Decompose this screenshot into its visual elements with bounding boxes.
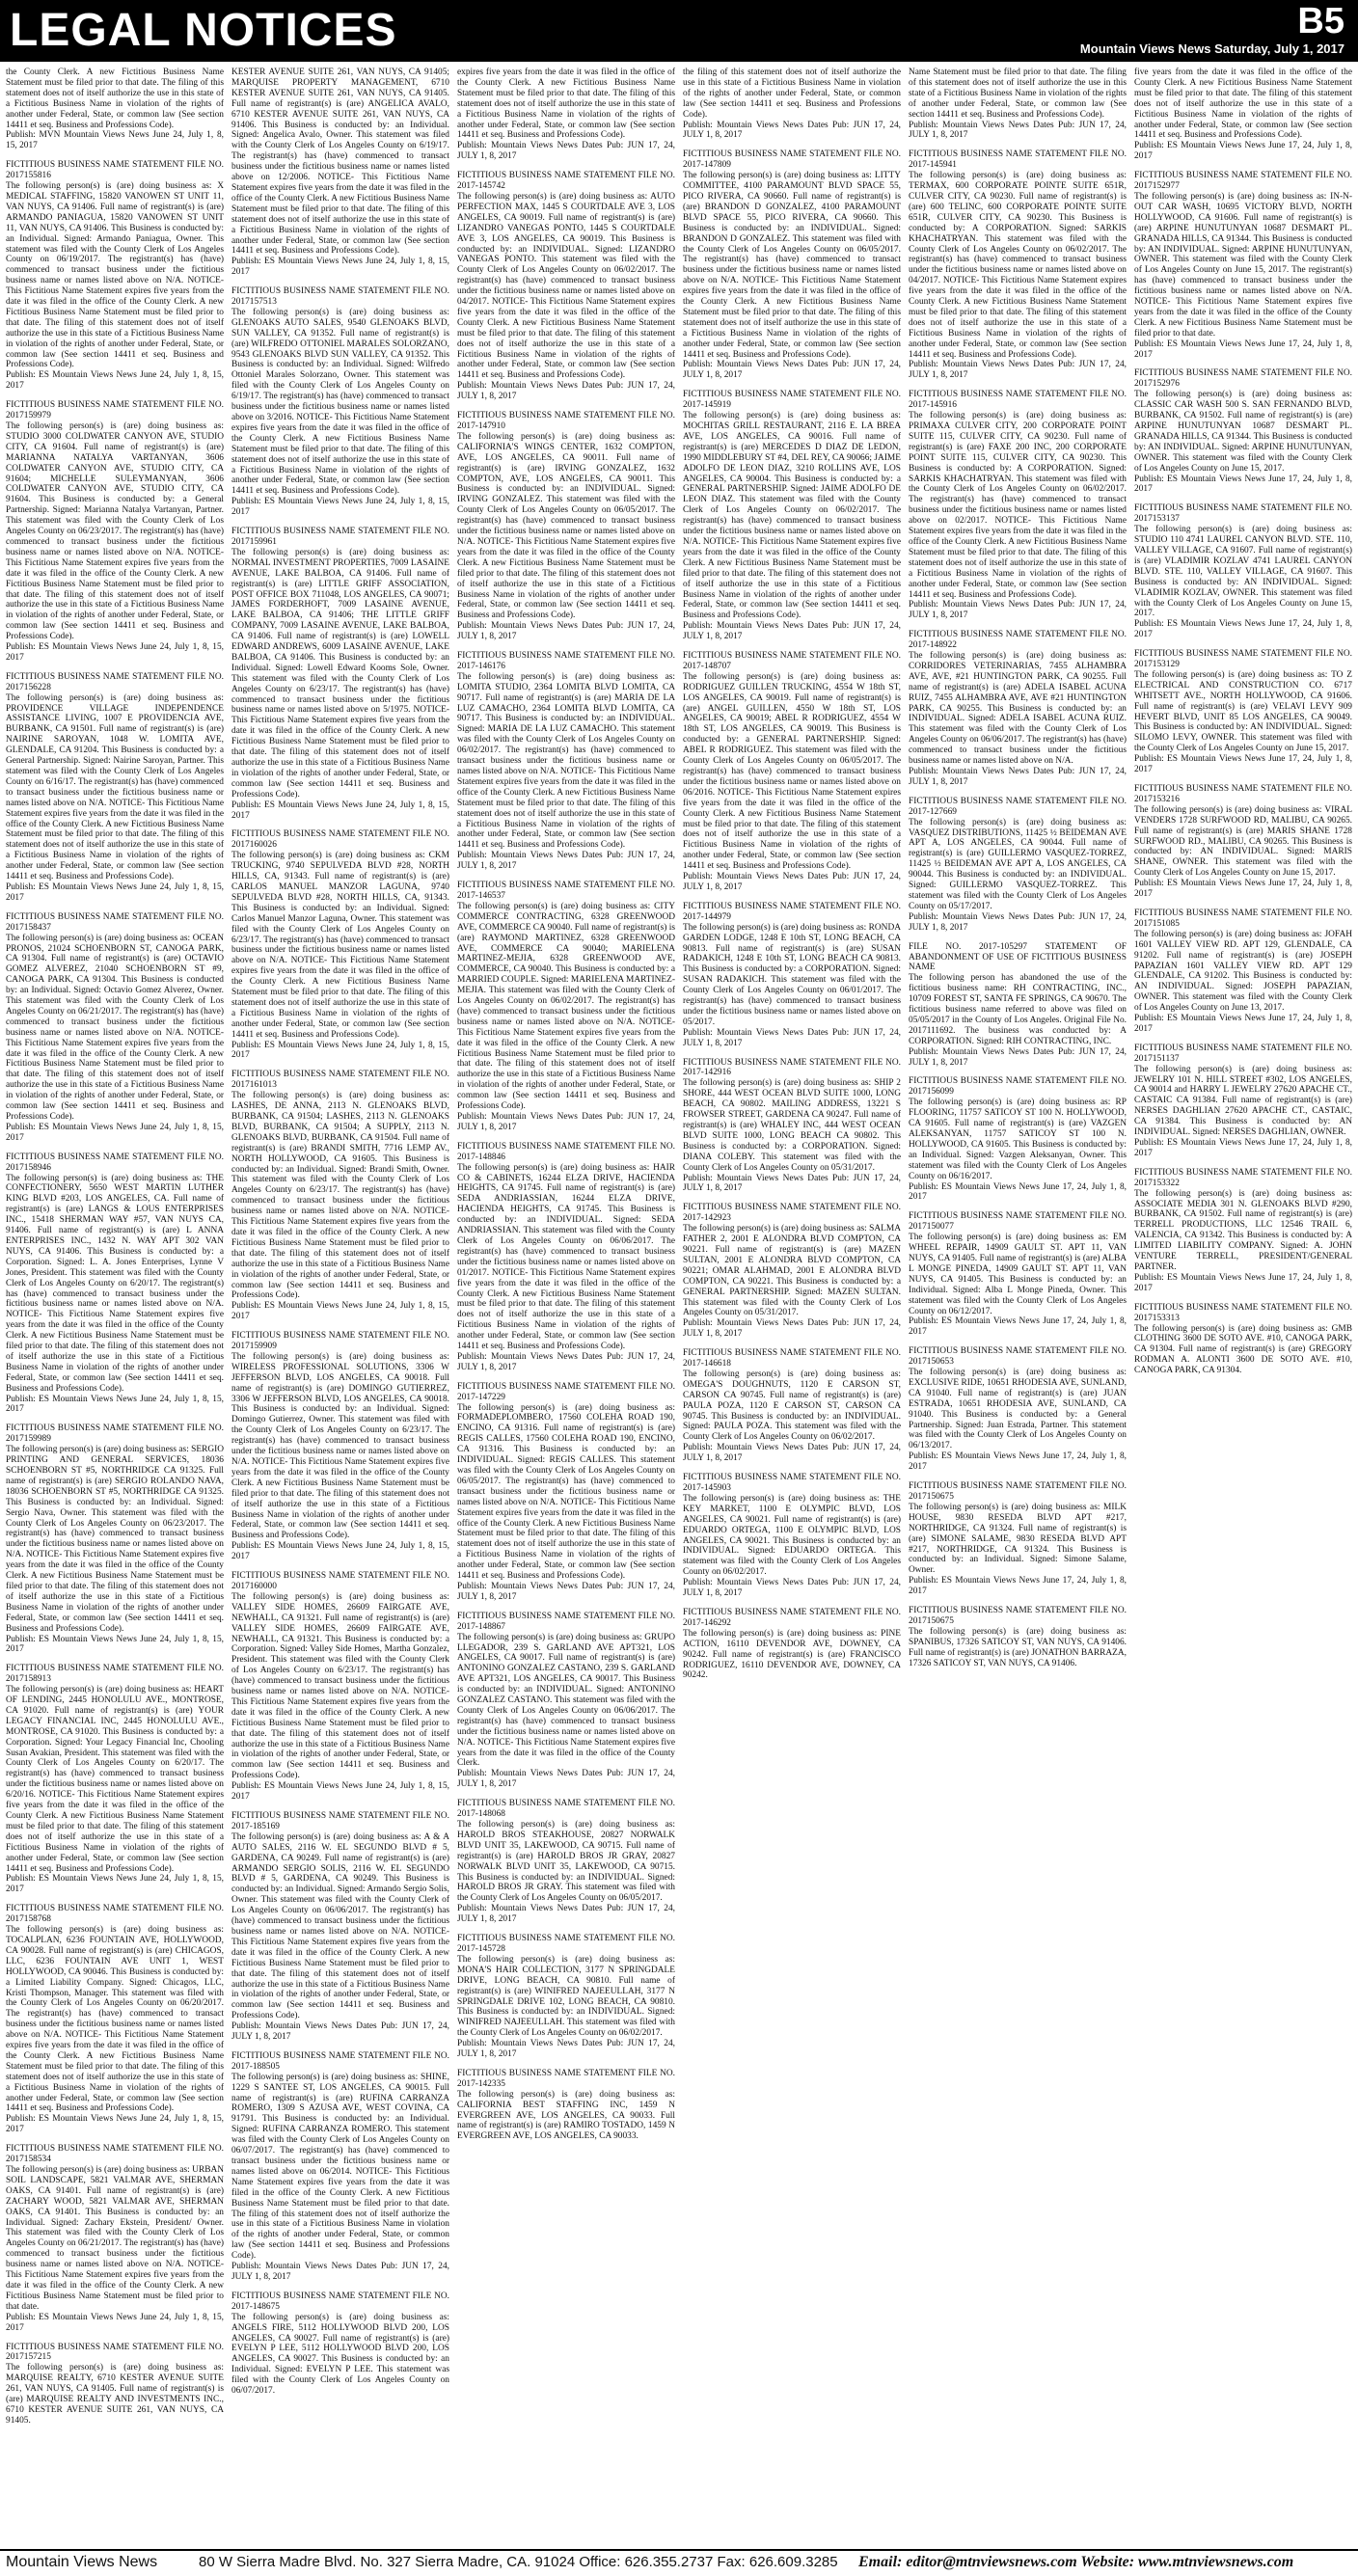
masthead-date: Mountain Views News Saturday, July 1, 2017 (1079, 41, 1344, 56)
legal-notice (909, 1346, 1127, 1473)
notice-body: The following person(s) is (are) doing business as: LOMITA STUDIO, 2364 LOMITA BLVD LOMITA, CA 90717. Full name of registrant(s) is (are) MARIA DE LA LUZ CAMACHO, 2364 LOMITA BLVD LOMITA, CA 90717. This Business is conducted by: an INDIVIDUAL. Signed: MARIA DE LA LUZ CAMACHO. This statement was filed with the County Clerk of Los Angeles County on 06/02/2017. The registrant(s) has (have) commenced to transact business under the fictitious business name or names listed above on N/A. NOTICE- This Fictitious Name Statement expires five years from the date it was filed in the office of the County Clerk. A new Fictitious Business Name Statement must be filed prior to that date. The filing of this statement does not of itself authorize the use in this state of a Fictitious Business Name in violation of the rights of another under Federal, State, or common law (See section 14411 et seq. Business and Professions Code). (457, 671, 675, 851)
notice-pub: Publish: ES Mountain Views News June 17, 24, July 1, 8, 2017 (1134, 754, 1352, 775)
legal-notice (1134, 908, 1352, 1035)
notice-pub: Publish: ES Mountain Views News June 17, 24, July 1, 8, 2017 (1134, 141, 1352, 162)
notice-body: The following person(s) is (are) doing business as: MONA'S HAIR COLLECTION, 3177 N SPRINGDALE DRIVE, LONG BEACH, CA 90810. Full name of registrant(s) is (are) WINIFRED NAJEEULLAH, 3177 N SPRINGDALE DRIVE 102, LONG BEACH, CA 90810. This Business is conducted by: an INDIVIDUAL. Signed: WINIFRED NAJEEULLAH. This statement was filed with the County Clerk of Los Angeles County on 06/02/2017. (457, 1954, 675, 2039)
legal-notice (6, 2144, 224, 2333)
notice-head: FICTITIOUS BUSINESS NAME STATEMENT FILE NO. 2017-147910 (457, 411, 675, 431)
notice-body: The following person(s) is (are) doing business as: RONDA GARDEN LODGE, 1248 E 10th ST, LONG BEACH, CA 90813. Full name of registrant(s) is (are) SUSAN RADAKICH, 1248 E 10th ST, LONG BEACH CA 90813. This Business is conducted by: a CORPORATION. Signed: SUSAN RADAKICH. This statement was filed with the County Clerk of Los Angeles County on 06/01/2017. The registrant(s) has (have) commenced to transact business under the fictitious business name or names listed above on 05/2017. (683, 922, 901, 1027)
legal-notice (909, 1076, 1127, 1203)
legal-notice (1134, 68, 1352, 162)
notice-head: FICTITIOUS BUSINESS NAME STATEMENT FILE NO. 2017-145919 (683, 390, 901, 411)
legal-notice (231, 2051, 449, 2283)
notice-body: The following person(s) is (are) doing business as: PINE ACTION, 16110 DEVENDOR AVE, DOWNEY, CA 90242. Full name of registrant(s) is (are) FRANCISCO RODRIGUEZ, 16110 DEVENDOR AVE, DOWNEY, CA 90242. (683, 1628, 901, 1681)
legal-notice (683, 1203, 901, 1340)
notice-body: The following person(s) is (are) doing business as: CITY COMMERCE CONTRACTING, 6328 GREENWOOD AVE, COMMERCE CA 90040. Full name of registrant(s) is (are) RAYMOND MARTINEZ, 6328 GREENWOOD AVE, COMMERCE CA 90040; MARIELENA MARTINEZ-MEJIA, 6328 GREENWOOD AVE, COMMERCE, CA 90040. This Business is conducted by: a MARRIED COUPLE. Signed: MARIELENA MARTINEZ-MEJIA. This statement was filed with the County Clerk of Los Angeles County on 06/02/2017. The registrant(s) has (have) commenced to transact business under the fictitious business name or names listed above on N/A. NOTICE- This Fictitious Name Statement expires five years from the date it was filed in the office of the County Clerk. A new Fictitious Business Name Statement must be filed prior to that date. The filing of this statement does not of itself authorize the use in this state of a Fictitious Business Name in violation of the rights of another under Federal, State, or common law (See section 14411 et seq. Business and Professions Code). (457, 901, 675, 1112)
notice-head: FICTITIOUS BUSINESS NAME STATEMENT FILE NO. 2017158534 (6, 2144, 224, 2165)
notice-pub: Publish: ES Mountain Views News June 17, 24, July 1, 8, 2017 (909, 1576, 1127, 1597)
notice-body: The following person(s) is (are) doing business as: CALIFORNIA'S WINGS CENTER, 1632 COMPTON, AVE, LOS ANGELES, CA 90011. Full name of registrant(s) is (are) IRVING GONZALEZ, 1632 COMPTON, AVE, LOS ANGELES, CA 90011. This Business is conducted by: an INDIVIDUAL. Signed: IRVING GONZALEZ. This statement was filed with the County Clerk of Los Angeles County on 06/05/2017. The registrant(s) has (have) commenced to transact business under the fictitious business name or names listed above on N/A. NOTICE- This Fictitious Name Statement expires five years from the date it was filed in the office of the County Clerk. A new Fictitious Business Name Statement must be filed prior to that date. The filing of this statement does not of itself authorize the use in this state of a Fictitious Business Name in violation of the rights of another under Federal, State, or common law (See section 14411 et seq. Business and Professions Code). (457, 431, 675, 621)
legal-notice (1134, 368, 1352, 495)
page-header (0, 0, 1358, 62)
legal-notice (909, 1481, 1127, 1597)
legal-notice (457, 1934, 675, 2060)
notice-body: The following person(s) is (are) doing business as: MOCHITAS GRILL RESTAURANT, 2116 E. LA BREA AVE, LOS ANGELES, CA 90016. Full name of registrant(s) is (are) MERCEDES D DIAZ DE LEDON, 1990 MIDDLEBURY ST #4, DEL REY, CA 90066; JAIME ADOLFO DE LEON DIAZ, 3210 ROLLINS AVE, LOS ANGELES, CA 90004. This Business is conducted by: a GENERAL PARTNERSHIP. Signed: JAIME ADOLFO DE LEON DIAZ. This statement was filed with the County Clerk of Los Angeles County on 06/02/2017. The registrant(s) has (have) commenced to transact business under the fictitious business name or names listed above on N/A. NOTICE- This Fictitious Name Statement expires five years from the date it was filed in the office of the County Clerk. A new Fictitious Business Name Statement must be filed prior to that date. The filing of this statement does not of itself authorize the use in this state of a Fictitious Business Name in violation of the rights of another under Federal, State, or common law (See section 14411 et seq. Business and Professions Code). (683, 411, 901, 621)
notice-pub: Publish: Mountain Views News Dates Pub: JUN 17, 24, JULY 1, 8, 2017 (683, 1443, 901, 1464)
legal-notice (683, 68, 901, 141)
notice-head: FICTITIOUS BUSINESS NAME STATEMENT FILE NO. 2017157215 (6, 2342, 224, 2363)
notice-pub: Publish: ES Mountain Views News June 24, July 1, 8, 15, 2017 (6, 1394, 224, 1415)
notice-body: The following person(s) is (are) doing business as: THE CONFECTIONERY, 5650 WEST MARTIN LUTHER KING BLVD #203, LOS ANGELES, CA. Full name of registrant(s) is (are) LANGS & LOUS ENTERPRISES INC., 15418 SHERMAN WAY #57, VAN NUYS CA, 91406. Full name of registrant(s) is (are) L ANNA ENTERPRISES INC., 1432 N. WAY APT 302 VAN NUYS, CA 91406. This Business is conducted by: a Corporation. Signed: L. A. Jones Enterprises, Lynne V Jones, President. This statement was filed with the County Clerk of Los Angeles County on 6/20/17. The registrant(s) has (have) commenced to transact business under the fictitious business name or names listed above on N/A. NOTICE- This Fictitious Name Statement expires five years from the date it was filed in the office of the County Clerk. A new Fictitious Business Name Statement must be filed prior to that date. The filing of this statement does not of itself authorize the use in this state of a Fictitious Business Name in violation of the rights of another under Federal, State, or common law (See section 14411 et seq. Business and Professions Code). (6, 1173, 224, 1394)
notice-body: The following person(s) is (are) doing business as: URBAN SOIL LANDSCAPE, 5821 VALMAR AVE, SHERMAN OAKS, CA 91401. Full name of registrant(s) is (are) ZACHARY WOOD, 5821 VALMAR AVE, SHERMAN OAKS, CA 91401. This Business is conducted by: an Individual. Signed: Zachary Ekstein, President/ Owner. This statement was filed with the County Clerk of Los Angeles County on 06/21/2017. The registrant(s) has (have) commenced to transact business under the fictitious business name or names listed above on N/A. NOTICE- This Fictitious Name Statement expires five years from the date it was filed in the office of the County Clerk. A new Fictitious Business Name Statement must be filed prior to that date. (6, 2165, 224, 2312)
notice-pub: Publish: ES Mountain Views News June 17, 24, July 1, 8, 2017 (909, 1181, 1127, 1203)
notice-pub: Publish: Mountain Views News Dates Pub: JUN 17, 24, JULY 1, 8, 2017 (909, 911, 1127, 933)
notice-head: FICTITIOUS BUSINESS NAME STATEMENT FILE NO. 2017150675 (909, 1606, 1127, 1626)
legal-notice (457, 651, 675, 872)
notice-head: FICTITIOUS BUSINESS NAME STATEMENT FILE NO. 2017-145742 (457, 171, 675, 192)
notice-pub: Publish: ES Mountain Views News June 24, July 1, 8, 15, 2017 (6, 2312, 224, 2333)
notice-head: FICTITIOUS BUSINESS NAME STATEMENT FILE NO. 2017-142916 (683, 1057, 901, 1078)
notice-body: The following person(s) is (are) doing business as: VASQUEZ DISTRIBUTIONS, 11425 ½ BEIDEMAN AVE APT A, LOS ANGELES, CA 90044. Full name of registrant(s) is (are) GUILLERMO VASQUEZ-TORREZ, 11425 ½ BEIDEMAN AVE APT A, LOS ANGELES, CA 90044. This Business is conducted by: an INDIVIDUAL. Signed: GUILLERMO VASQUEZ-TORREZ. This statement was filed with the County Clerk of Los Angeles County on 05/17/2017. (909, 817, 1127, 911)
legal-notice (457, 68, 675, 162)
notice-columns (6, 68, 1352, 2546)
legal-notice (1134, 784, 1352, 900)
notice-body: The following person(s) is (are) doing business as: VALLEY SIDE HOMES, 26609 FAIRGATE AVE, NEWHALL, CA 91321. Full name of registrant(s) is (are) VALLEY SIDE HOMES, 26609 FAIRGATE AVE, NEWHALL, CA 91321. This Business is conducted by: a Corporation. Signed: Valley Side Homes, Martha Gonzalez, President. This statement was filed with the County Clerk of Los Angeles County on 6/23/17. The registrant(s) has (have) commenced to transact business under the fictitious business name or names listed above on N/A. NOTICE- This Fictitious Name Statement expires five years from the date it was filed in the office of the County Clerk. A new Fictitious Business Name Statement must be filed prior to that date. The filing of this statement does not of itself authorize the use in this state of a Fictitious Business Name in violation of the rights of another under Federal, State, or common law (See section 14411 et seq. Business and Professions Code). (231, 1591, 449, 1781)
legal-notice (231, 286, 449, 518)
legal-notice (1134, 1168, 1352, 1294)
notice-column (909, 68, 1127, 2546)
notice-head: FICTITIOUS BUSINESS NAME STATEMENT FILE NO. 2017158946 (6, 1152, 224, 1173)
legal-notice (457, 411, 675, 642)
notice-body: The following person(s) is (are) doing business as: FORMADEPLOMBERO, 17560 COLEHA ROAD 190, ENCINO, CA 91316. Full name of registrant(s) is (are) REGIS CALLES, 17560 COLEHA ROAD 190, ENCINO, CA 91316. This Business is conducted by: an INDIVIDUAL. Signed: REGIS CALLES. This statement was filed with the County Clerk of Los Angeles County on 06/05/2017. The registrant(s) has (have) commenced to transact business under the fictitious business name or names listed above on N/A. NOTICE- This Fictitious Name Statement expires five years from the date it was filed in the office of the County Clerk. A new Fictitious Business Name Statement must be filed prior to that date. The filing of this statement does not of itself authorize the use in this state of a Fictitious Business Name in violation of the rights of another under Federal, State, or common law (See section 14411 et seq. Business and Professions Code). (457, 1402, 675, 1582)
legal-notice (457, 1382, 675, 1603)
notice-pub: Publish: Mountain Views News Dates Pub: JUN 17, 24, JULY 1, 8, 2017 (457, 1351, 675, 1372)
notice-head: FICTITIOUS BUSINESS NAME STATEMENT FILE NO. 2017156099 (909, 1076, 1127, 1098)
notice-body: The following person(s) is (are) doing business as: ASSOCIATE MEDIA 301 N. GLENOAKS BLVD #290, BURBANK, CA 91502. Full name of registrant(s) is (are) TERRELL PRODUCTIONS, LLC 12546 TRAIL 6, VALENCIA, CA 91342. This Business is conducted by: A LIMITED LIABILITY COMPANY. Signed: A. JOHN VENTURE TERRELL, PRESIDENT/GENERAL PARTNER. (1134, 1188, 1352, 1272)
notice-head: FICTITIOUS BUSINESS NAME STATEMENT FILE NO. 2017-148867 (457, 1611, 675, 1632)
legal-notice (6, 1152, 224, 1416)
legal-notice (231, 527, 449, 821)
notice-pub: Publish: Mountain Views News Dates Pub: JUN 17, 24, JULY 1, 8, 2017 (231, 2262, 449, 2282)
notice-pub: Publish: Mountain Views News Dates Pub: JUN 17, 24, JULY 1, 8, 2017 (683, 360, 901, 381)
notice-head: FICTITIOUS BUSINESS NAME STATEMENT FILE NO. 2017-148068 (457, 1799, 675, 1820)
notice-body: The following person(s) is (are) doing business as: THE KEY MARKET, 1100 E OLYMPIC BLVD, LOS ANGELES, CA 90021. Full name of registrant(s) is (are) EDUARDO ORTEGA, 1100 E OLYMPIC BLVD, LOS ANGELES, CA 90021. This Business is conducted by: an INDIVIDUAL. Signed: EDUARDO ORTEGA. This statement was filed with the County Clerk of Los Angeles County on 06/02/2017. (683, 1493, 901, 1578)
legal-notice (6, 160, 224, 392)
notice-body: The following person(s) is (are) doing business as: IN-N-OUT CAR WASH, 10695 VICTORY BLVD, NORTH HOLLYWOOD, CA 91606. Full name of registrant(s) is (are) ARPINE HUNUTUNYAN 10687 DESMART PL. GRANADA HILLS, CA 91344. This Business is conducted by: AN INDIVIDUAL. Signed: ARPINE HUNUTUNYAN, OWNER. This statement was filed with the County Clerk of Los Angeles County on June 15, 2017. The registrant(s) has (have) commenced to transact business under the fictitious business name or names listed above on N/A. NOTICE- This Fictitious Name Statement expires five years from the date it was filed in the office of the County Clerk. A new Fictitious Business Name Statement must be filed prior to that date. (1134, 191, 1352, 339)
footer-address: 80 W Sierra Madre Blvd. No. 327 Sierra Madre, CA. 91024 Office: 626.355.2737 Fax: 626.609.3285 (199, 2554, 838, 2570)
legal-notice (1134, 171, 1352, 360)
notice-pub: Publish: ES Mountain Views News June 17, 24, July 1, 8, 2017 (1134, 1272, 1352, 1293)
notice-head: FICTITIOUS BUSINESS NAME STATEMENT FILE NO. 2017158913 (6, 1664, 224, 1685)
legal-notice (683, 1348, 901, 1464)
section-title: LEGAL NOTICES (10, 5, 397, 56)
notice-body: The following person(s) is (are) doing business as: TERMAX, 600 CORPORATE POINTE SUITE 651R, CULVER CITY, CA 90230. Full name of registrant(s) is (are) 600 TELINC, 600 CORPORATE POINTE SUITE 651R, CULVER CITY, CA 90230. This Business is conducted by: A CORPORATION. Signed: SARKIS KHACHATRYAN. This statement was filed with the County Clerk of Los Angeles County on 06/02/2017. The registrant(s) has (have) commenced to transact business under the fictitious business name or names listed above on 04/2017. NOTICE- This Fictitious Name Statement expires five years from the date it was filed in the office of the County Clerk. A new Fictitious Business Name Statement must be filed prior to that date. The filing of this statement does not of itself authorize the use in this state of a Fictitious Business Name in violation of the rights of another under Federal, State, or common law (See section 14411 et seq. Business and Professions Code). (909, 171, 1127, 360)
notice-body: The following person(s) is (are) doing business as: SALMA FATHER 2, 2001 E ALONDRA BLVD COMPTON, CA 90221. Full name of registrant(s) is (are) MAZEN SULTAN, 2001 E ALONDRA BLVD COMPTON, CA 90221; OMAR ALAHMAD, 2001 E ALONDRA BLVD COMPTON, CA 90221. This Business is conducted by: a GENERAL PARTNERSHIP. Signed: MAZEN SULTAN. This statement was filed with the County Clerk of Los Angeles County on 05/31/2017. (683, 1224, 901, 1318)
notice-body: The following person(s) is (are) doing business as: STUDIO 3000 COLDWATER CANYON AVE, STUDIO CITY, CA 91604. Full name of registrant(s) is (are) MARIANNA NATALYA VARTANYAN, 3606 COLDWATER CANYON AVE, STUDIO CITY, CA 91604; MICHELLE SULEYMANYAN, 3606 COLDWATER CANYON AVE, STUDIO CITY, CA 91604. This Business is conducted by: a General Partnership. Signed: Marianna Natalya Vartanyan, Partner. This statement was filed with the County Clerk of Los Angeles County on 06/23/2017. The registrant(s) has (have) commenced to transact business under the fictitious business name or names listed above on N/A. NOTICE- This Fictitious Name Statement expires five years from the date it was filed in the office of the County Clerk. A new Fictitious Business Name Statement must be filed prior to that date. The filing of this statement does not of itself authorize the use in this state of a Fictitious Business Name in violation of the rights of another under Federal, State, or common law (See section 14411 et seq. Business and Professions Code). (6, 421, 224, 642)
notice-body: five years from the date it was filed in the office of the County Clerk. A new Fictitious Business Name Statement must be filed prior to that date. The filing of this statement does not of itself authorize the use in this state of a Fictitious Business Name in violation of the rights of another under Federal, State, or common law (See section 14411 et seq. Business and Professions Code). (1134, 68, 1352, 141)
notice-head: FICTITIOUS BUSINESS NAME STATEMENT FILE NO. 2017153129 (1134, 649, 1352, 670)
notice-body: The following person(s) is (are) doing business as: MILK HOUSE, 9830 RESEDA BLVD APT #217, NORTHRIDGE, CA 91324. Full name of registrant(s) is (are) SIMONE SALAME, 9830 RESEDA BLVD APT #217, NORTHRIDGE, CA 91324. This Business is conducted by: an Individual. Signed: Simone Salame, Owner. (909, 1502, 1127, 1576)
notice-head: FICTITIOUS BUSINESS NAME STATEMENT FILE NO. 2017-145728 (457, 1934, 675, 1954)
notice-body: The following person(s) is (are) doing business as: AUTO PERFECTION MAX, 1445 S COURTDALE AVE 3, LOS ANGELES, CA 90019. Full name of registrant(s) is (are) LIZANDRO VANEGAS PONTO, 1445 S COURTDALE AVE 3, LOS ANGELES, CA 90019. This Business is conducted by: an INDIVIDUAL. Signed: LIZANDRO VANEGAS PONTO. This statement was filed with the County Clerk of Los Angeles County on 06/02/2017. The registrant(s) has (have) commenced to transact business under the fictitious business name or names listed above on 04/2017. NOTICE- This Fictitious Name Statement expires five years from the date it was filed in the office of the County Clerk. A new Fictitious Business Name Statement must be filed prior to that date. The filing of this statement does not of itself authorize the use in this state of a Fictitious Business Name in violation of the rights of another under Federal, State, or common law (See section 14411 et seq. Business and Professions Code). (457, 191, 675, 381)
notice-head: FICTITIOUS BUSINESS NAME STATEMENT FILE NO. 2017-185169 (231, 1811, 449, 1831)
notice-body: The following person(s) is (are) doing business as: SHINE, 1229 S SANTEE ST, LOS ANGELES, CA 90015. Full name of registrant(s) is (are) RUFINA CARRANZA ROMERO, 1309 S AZUSA AVE, WEST COVINA, CA 91791. This Business is conducted by: an Individual. Signed: RUFINA CARRANZA ROMERO. This statement was filed with the County Clerk of Los Angeles County on 06/07/2017. The registrant(s) has (have) commenced to transact business under the fictitious business name or names listed above on 06/2014. NOTICE- This Fictitious Name Statement expires five years from the date it was filed in the office of the County Clerk. A new Fictitious Business Name Statement must be filed prior to that date. The filing of this statement does not of itself authorize the use in this state of a Fictitious Business Name in violation of the rights of another under Federal, State, or common law (See section 14411 et seq. Business and Professions Code). (231, 2072, 449, 2262)
notice-head: FICTITIOUS BUSINESS NAME STATEMENT FILE NO. 2017151137 (1134, 1043, 1352, 1064)
notice-pub: Publish: ES Mountain Views News June 17, 24, July 1, 8, 2017 (1134, 879, 1352, 900)
notice-body: The following person(s) is (are) doing business as: HAROLD BROS STEAKHOUSE, 20827 NORWALK BLVD UNIT 35, LAKEWOOD, CA 90715. Full name of registrant(s) is (are) HAROLD BROS JR GRAY, 20827 NORWALK BLVD UNIT 35, LAKEWOOD, CA 90715. This Business is conducted by: an INDIVIDUAL. Signed: HAROLD BROS JR GRAY. This statement was filed with the County Clerk of Los Angeles County on 06/05/2017. (457, 1820, 675, 1904)
legal-notice (457, 1142, 675, 1373)
notice-pub: Publish: ES Mountain Views News June 24, July 1, 8, 15, 2017 (231, 1541, 449, 1562)
notice-body: The following person(s) is (are) doing business as: SHIP 2 SHORE, 444 WEST OCEAN BLVD SUITE 1000, LONG BEACH, CA 90802. MAILING ADDRESS, 13221 S FROWSER STREET, GARDENA CA 90247. Full name of registrant(s) is (are) WHALEY INC, 444 WEST OCEAN BLVD SUITE 1000, LONG BEACH CA 90802. This Business is conducted by: a CORPORATION. Signed: DIANA COLEBY. This statement was filed with the County Clerk of Los Angeles County on 05/31/2017. (683, 1078, 901, 1173)
notice-head: FICTITIOUS BUSINESS NAME STATEMENT FILE NO. 2017152976 (1134, 368, 1352, 390)
legal-notice (231, 1571, 449, 1803)
notice-pub: Publish: ES Mountain Views News June 17, 24, July 1, 8, 2017 (1134, 474, 1352, 495)
notice-head: FICTITIOUS BUSINESS NAME STATEMENT FILE NO. 2017-147809 (683, 149, 901, 171)
notice-pub: Publish: Mountain Views News Dates Pub: JUN 17, 24, JULY 1, 8, 2017 (457, 141, 675, 162)
notice-head: FICTITIOUS BUSINESS NAME STATEMENT FILE NO. 2017-188505 (231, 2050, 449, 2072)
notice-pub: Publish: ES Mountain Views News June 17, 24, July 1, 8, 2017 (909, 1316, 1127, 1338)
notice-body: The following person(s) is (are) doing business as: CKM TRUCKING, 9740 SEPULVEDA BLVD #28, NORTH HILLS, CA, 91343. Full name of registrant(s) is (are) CARLOS MANUEL MANZOR LAGUNA, 9740 SEPULVEDA BLVD #28, NORTH HILLS, CA, 91343. This Business is conducted by: an Individual. Signed: Carlos Manuel Manzor Laguna, Owner. This statement was filed with the County Clerk of Los Angeles County on 6/23/17. The registrant(s) has (have) commenced to transact business under the fictitious business name or names listed above on N/A. NOTICE- This Fictitious Name Statement expires five years from the date it was filed in the office of the County Clerk. A new Fictitious Business Name Statement must be filed prior to that date. The filing of this statement does not of itself authorize the use in this state of a Fictitious Business Name in violation of the rights of another under Federal, State, or common law (See section 14411 et seq. Business and Professions Code). (231, 851, 449, 1040)
notice-head: FICTITIOUS BUSINESS NAME STATEMENT FILE NO. 2017-127669 (909, 796, 1127, 817)
notice-head: FICTITIOUS BUSINESS NAME STATEMENT FILE NO. 2017158437 (6, 911, 224, 933)
notice-body: The following person(s) is (are) doing business as: GRUPO LLEGADOR, 239 S. GARLAND AVE APT321, LOS ANGELES, CA 90017. Full name of registrant(s) is (are) ANTONINO GONZALEZ CASTANO, 239 S. GARLAND AVE APT321, LOS ANGELES, CA 90017. This Business is conducted by: an INDIVIDUAL. Signed: ANTONINO GONZALEZ CASTANO. This statement was filed with the County Clerk of Los Angeles County on 06/06/2017. The registrant(s) has (have) commenced to transact business under the fictitious business name or names listed above on N/A. NOTICE- This Fictitious Name Statement expires five years from the date it was filed in the office of the County Clerk. (457, 1632, 675, 1769)
notice-pub: Publish: ES Mountain Views News June 24, July 1, 8, 15, 2017 (6, 2114, 224, 2135)
notice-pub: Publish: ES Mountain Views News June 17, 24, July 1, 8, 2017 (1134, 1138, 1352, 1158)
legal-notice (6, 672, 224, 904)
legal-notice (6, 2343, 224, 2427)
legal-notice (909, 68, 1127, 141)
legal-notice (6, 912, 224, 1144)
notice-head: FICTITIOUS BUSINESS NAME STATEMENT FILE NO. 2017-146537 (457, 881, 675, 901)
notice-pub: Publish: ES Mountain Views News June 24, July 1, 8, 15, 2017 (6, 1122, 224, 1143)
notice-head: FICTITIOUS BUSINESS NAME STATEMENT FILE NO. 2017160026 (231, 829, 449, 851)
notice-body: The following person(s) is (are) doing business as: X MEDICAL STAFFING, 15820 VANOWEN ST UNIT 11, VAN NUYS, CA 91406. Full name of registrant(s) is (are) ARMANDO PANIAGUA, 15820 VANOWEN ST UNIT 11, VAN NUYS, CA 91406. This Business is conducted by: an Individual. Signed: Armando Paniagua, Owner. This statement was filed with the County Clerk of Los Angeles County on 06/19/2017. The registrant(s) has (have) commenced to transact business under the fictitious business name or names listed above on N/A. NOTICE- This Fictitious Name Statement expires five years from the date it was filed in the office of the County Clerk. A new Fictitious Business Name Statement must be filed prior to that date. The filing of this statement does not of itself authorize the use in this state of a Fictitious Business Name in violation of the rights of another under Federal, State, or common law (See section 14411 et seq. Business and Professions Code). (6, 181, 224, 370)
page-number: B5 (1297, 1, 1344, 41)
notice-head: FICTITIOUS BUSINESS NAME STATEMENT FILE NO. 2017-142923 (683, 1203, 901, 1224)
notice-column (683, 68, 901, 2546)
legal-notice (683, 149, 901, 381)
notice-pub: Publish: ES Mountain Views News June 24, July 1, 8, 15, 2017 (231, 800, 449, 821)
notice-pub: Publish: Mountain Views News Dates Pub: JUN 17, 24, JULY 1, 8, 2017 (457, 2039, 675, 2060)
notice-head: FICTITIOUS BUSINESS NAME STATEMENT FILE NO. 2017150653 (909, 1346, 1127, 1368)
notice-head: FICTITIOUS BUSINESS NAME STATEMENT FILE NO. 2017-147229 (457, 1381, 675, 1402)
notice-pub: Publish: Mountain Views News Dates Pub: JUN 17, 24, JULY 1, 8, 2017 (683, 120, 901, 141)
legal-notice (683, 1058, 901, 1195)
legal-notice (231, 1070, 449, 1322)
notice-pub: Publish: Mountain Views News Dates Pub: JUN 17, 24, JULY 1, 8, 2017 (909, 360, 1127, 381)
legal-notice (683, 651, 901, 893)
notice-body: The following person(s) is (are) doing business as: PROVIDENCE VILLAGE INDEPENDENCE ASSISTANCE LIVING, 1007 E PROVIDENCIA AVE, BURBANK, CA 91501. Full name of registrant(s) is (are) NAIRINE SAROYAN, 1048 W. LOMITA AVE, GLENDALE, CA 91204. This Business is conducted by: a General Partnership. Signed: Nairine Saroyan, Partner. This statement was filed with the County Clerk of Los Angeles County on 6/16/17. The registrant(s) has (have) commenced to transact business under the fictitious business name or names listed above on N/A. NOTICE- This Fictitious Name Statement expires five years from the date it was filed in the office of the County Clerk. A new Fictitious Business Name Statement must be filed prior to that date. The filing of this statement does not of itself authorize the use in this state of a Fictitious Business Name in violation of the rights of another under Federal, State, or common law (See section 14411 et seq. Business and Professions Code). (6, 692, 224, 882)
legal-notice (909, 1211, 1127, 1338)
notice-head: FICTITIOUS BUSINESS NAME STATEMENT FILE NO. 2017151085 (1134, 908, 1352, 929)
notice-head: FICTITIOUS BUSINESS NAME STATEMENT FILE NO. 2017153216 (1134, 784, 1352, 804)
footer-paper-name: Mountain Views News (6, 2554, 158, 2570)
notice-head: FICTITIOUS BUSINESS NAME STATEMENT FILE NO. 2017153322 (1134, 1167, 1352, 1188)
notice-head: FILE NO. 2017-105297 STATEMENT OF ABANDONMENT OF USE OF FICTITIOUS BUSINESS NAME (909, 941, 1127, 973)
notice-head: FICTITIOUS BUSINESS NAME STATEMENT FILE NO. 2017150077 (909, 1211, 1127, 1233)
notice-pub: Publish: ES Mountain Views News June 24, July 1, 8, 15, 2017 (6, 881, 224, 903)
notice-body: The following person(s) is (are) doing business as: GLENOAKS AUTO SALES, 9540 GLENOAKS BLVD, SUN VALLEY, CA 91352. Full name of registrant(s) is (are) WILFREDO OTTONIEL MARALES SOLORZANO, 9543 GLENOAKS BLVD SUN VALLEY, CA 91352. This Business is conducted by: an Individual. Signed: Wilfredo Ottoniel Marales Solorzano, Owner. This statement was filed with the County Clerk of Los Angeles County on 6/19/17. The registrant(s) has (have) commenced to transact business under the fictitious business name or names listed above on 3/2016. NOTICE- This Fictitious Name Statement expires five years from the date it was filed in the office of the County Clerk. A new Fictitious Business Name Statement must be filed prior to that date. The filing of this statement does not of itself authorize the use in this state of a Fictitious Business Name in violation of the rights of another under Federal, State, or common law (See section 14411 et seq. Business and Professions Code). (231, 307, 449, 497)
notice-pub: Publish: Mountain Views News Dates Pub: JUN 17, 24, JULY 1, 8, 2017 (909, 767, 1127, 787)
notice-pub: Publish: Mountain Views News Dates Pub: JUN 17, 24, JULY 1, 8, 2017 (683, 1578, 901, 1599)
notice-body: the filing of this statement does not of itself authorize the use in this state of a Fictitious Business Name in violation of the rights of another under Federal, State, or common law (See section 14411 et seq. Business and Professions Code). (683, 68, 901, 120)
notice-body: The following person(s) is (are) doing business as: CALIFORNIA BEST STAFFING INC, 1459 N EVERGREEN AVE, LOS ANGELES, CA 90033. Full name of registrant(s) is (are) RAMIRO TOSTADO, 1459 N EVERGREEN AVE, LOS ANGELES, CA 90033. (457, 2089, 675, 2142)
notice-body: The following person(s) is (are) doing business as: STUDIO 110 4741 LAUREL CANYON BLVD. STE. 110, VALLEY VILLAGE, CA 91607. Full name of registrant(s) is (are) VLADIMIR KOZLAV 4741 LAUREL CANYON BLVD. STE. 110, VALLEY VILLAGE, CA 91607. This Business is conducted by: AN INDIVIDUAL. Signed: VLADIMIR KOZLAV, OWNER. This statement was filed with the County Clerk of Los Angeles County on June 15, 2017. (1134, 525, 1352, 619)
notice-head: FICTITIOUS BUSINESS NAME STATEMENT FILE NO. 2017159979 (6, 400, 224, 421)
notice-pub: Publish: Mountain Views News Dates Pub: JUN 17, 24, JULY 1, 8, 2017 (457, 1581, 675, 1602)
notice-body: The following person(s) is (are) doing business as: RODRIGUEZ GUILLEN TRUCKING, 4554 W 18th ST, LOS ANGELES, CA 90019. Full name of registrant(s) is (are) ANGEL GUILLEN, 4550 W 18th ST, LOS ANGELES, CA 90019; ABEL R RODRIGUEZ, 4554 W 18th ST, LOS ANGELES, CA 90019. This Business is conducted by: a GENERAL PARTNERSHIP. Signed: ABEL R RODRIGUEZ. This statement was filed with the County Clerk of Los Angeles County on 06/05/2017. The registrant(s) has (have) commenced to transact business under the fictitious business name or names listed above on 06/2016. NOTICE- This Fictitious Name Statement expires five years from the date it was filed in the office of the County Clerk. A new Fictitious Business Name Statement must be filed prior to that date. The filing of this statement does not of itself authorize the use in this state of a Fictitious Business Name in violation of the rights of another under Federal, State, or common law (See section 14411 et seq. Business and Professions Code). (683, 671, 901, 872)
notice-head: FICTITIOUS BUSINESS NAME STATEMENT FILE NO. 2017-146292 (683, 1607, 901, 1628)
notice-body: The following person(s) is (are) doing business as: ANGELS FIRE, 5112 HOLLYWOOD BLVD 200, LOS ANGELES, CA 90027. Full name of registrant(s) is (are) EVELYN P LEE, 5112 HOLLYWOOD BLVD 200, LOS ANGELES, CA 90027. This Business is conducted by: an Individual. Signed: EVELYN P LEE. This statement was filed with the County Clerk of Los Angeles County on 06/07/2017. (231, 2312, 449, 2397)
notice-head: FICTITIOUS BUSINESS NAME STATEMENT FILE NO. 2017157513 (231, 286, 449, 308)
legal-notice (909, 630, 1127, 788)
notice-body: The following person(s) is (are) doing business as: OMEGA'S DOUGHNUTS, 1120 E CARSON ST, CARSON CA 90745. Full name of registrant(s) is (are) PAULA POZA, 1120 E CARSON ST, CARSON CA 90745. This Business is conducted by: an INDIVIDUAL. Signed: PAULA POZA. This statement was filed with the County Clerk of Los Angeles County on 06/02/2017. (683, 1369, 901, 1443)
notice-body: The following person(s) is (are) doing business as: HAIR CO & CABINETS, 16244 ELZA DRIVE, HACIENDA HEIGHTS, CA 91745. Full name of registrant(s) is (are) SEDA ANDRIASSIAN, 16244 ELZA DRIVE, HACIENDA HEIGHTS, CA 91745. This Business is conducted by: an INDIVIDUAL. Signed: SEDA ANDRIASSIAN. This statement was filed with the County Clerk of Los Angeles County on 06/06/2017. The registrant(s) has (have) commenced to transact business under the fictitious business name or names listed above on 01/2017. NOTICE- This Fictitious Name Statement expires five years from the date it was filed in the office of the County Clerk. A new Fictitious Business Name Statement must be filed prior to that date. The filing of this statement does not of itself authorize the use in this state of a Fictitious Business Name in violation of the rights of another under Federal, State, or common law (See section 14411 et seq. Business and Professions Code). (457, 1162, 675, 1352)
notice-head: FICTITIOUS BUSINESS NAME STATEMENT FILE NO. 2017-146176 (457, 651, 675, 671)
notice-body: The following person(s) is (are) doing business as: VIRAL VENDERS 1728 SURFWOOD RD, MALIBU, CA 90265. Full name of registrant(s) is (are) MARIS SHANE 1728 SURFWOOD RD., MALIBU, CA 90265. This Business is conducted by: AN INDIVIDUAL. Signed: MARIS SHANE, OWNER. This statement was filed with the County Clerk of Los Angeles County on June 15, 2017. (1134, 804, 1352, 879)
legal-notice (683, 1608, 901, 1681)
notice-pub: Publish: ES Mountain Views News June 24, July 1, 8, 15, 2017 (231, 497, 449, 518)
notice-head: FICTITIOUS BUSINESS NAME STATEMENT FILE NO. 2017-148675 (231, 2291, 449, 2312)
legal-notice (909, 390, 1127, 621)
legal-notice (231, 2291, 449, 2397)
notice-pub: Publish: Mountain Views News Dates Pub: JUN 17, 24, JULY 1, 8, 2017 (683, 621, 901, 642)
notice-head: FICTITIOUS BUSINESS NAME STATEMENT FILE NO. 2017156228 (6, 671, 224, 692)
legal-notice (683, 1473, 901, 1599)
notice-column (231, 68, 449, 2546)
legal-notice (909, 942, 1127, 1069)
legal-notice (6, 1904, 224, 2135)
notice-pub: Publish: ES Mountain Views News June 17, 24, July 1, 8, 2017 (1134, 1014, 1352, 1034)
legal-notice (457, 2069, 675, 2142)
notice-head: FICTITIOUS BUSINESS NAME STATEMENT FILE NO. 2017-145941 (909, 149, 1127, 171)
legal-notice (457, 1799, 675, 1925)
notice-body: The following person(s) is (are) doing business as: MARQUISE REALTY, 6710 KESTER AVENUE SUITE 261, VAN NUYS, CA 91405. Full name of registrant(s) is (are) MARQUISE REALTY AND INVESTMENTS INC., 6710 KESTER AVENUE SUITE 261, VAN NUYS, CA 91405. (6, 2363, 224, 2426)
notice-pub: Publish: Mountain Views News Dates Pub: JUN 17, 24, JULY 1, 8, 2017 (909, 120, 1127, 141)
notice-body: The following person(s) is (are) doing business as: CORRIDORES VETERINARIAS, 7455 ALHAMBRA AVE, AVE, #21 HUNTINGTON PARK, CA 90255. Full name of registrant(s) is (are) ADELA ISABEL ACUNA RUIZ, 7455 ALHAMBRA AVE, AVE #21 HUNTINGTON PARK, CA 90255. This Business is conducted by: an INDIVIDUAL. Signed: ADELA ISABEL ACUNA RUIZ. This statement was filed with the County Clerk of Los Angeles County on 06/06/2017. The registrant(s) has (have) commenced to transact business under the fictitious business name or names listed above on N/A. (909, 651, 1127, 767)
notice-pub: Publish: Mountain Views News Dates Pub: JUN 17, 24, JULY 1, 8, 2017 (909, 1046, 1127, 1068)
notice-pub: Publish: ES Mountain Views News June 24, July 1, 8, 15, 2017 (6, 370, 224, 392)
notice-pub: Publish: MVN Mountain Views News June 24, July 1, 8, 15, 2017 (6, 130, 224, 151)
notice-pub: Publish: Mountain Views News Dates Pub: JUN 17, 24, JULY 1, 8, 2017 (231, 2021, 449, 2043)
notice-pub: Publish: Mountain Views News Dates Pub: JUN 17, 24, JULY 1, 8, 2017 (457, 1112, 675, 1132)
legal-notice (457, 881, 675, 1133)
notice-head: FICTITIOUS BUSINESS NAME STATEMENT FILE NO. 2017-148922 (909, 630, 1127, 651)
notice-head: FICTITIOUS BUSINESS NAME STATEMENT FILE NO. 2017152977 (1134, 171, 1352, 192)
notice-head: FICTITIOUS BUSINESS NAME STATEMENT FILE NO. 2017159989 (6, 1424, 224, 1445)
legal-notice (909, 149, 1127, 381)
page-footer (0, 2549, 1358, 2576)
notice-head: FICTITIOUS BUSINESS NAME STATEMENT FILE NO. 2017-145916 (909, 390, 1127, 411)
notice-pub: Publish: Mountain Views News Dates Pub: JUN 17, 24, JULY 1, 8, 2017 (683, 872, 901, 892)
legal-notice (683, 390, 901, 642)
notice-pub: Publish: Mountain Views News Dates Pub: JUN 17, 24, JULY 1, 8, 2017 (683, 1318, 901, 1340)
legal-notice (457, 1612, 675, 1790)
notice-body: The following person(s) is (are) doing business as: RP FLOORING, 11757 SATICOY ST 100 N. HOLLYWOOD, CA 91605. Full name of registrant(s) is (are) VAZGEN ALEKSANYAN, 11757 SATICOY ST 100 N. HOLLYWOOD, CA 91605. This Business is conducted by: an Individual. Signed: Vazgen Aleksanyan, Owner. This statement was filed with the County Clerk of Los Angeles County on 06/16/2017. (909, 1098, 1127, 1181)
notice-body: The following person(s) is (are) doing business as: OCEAN PRONOS, 21024 SCHOENBORN ST, CANOGA PARK, CA 91304. Full name of registrant(s) is (are) OCTAVIO GOMEZ ALVEREZ, 21040 SCHOENBORN ST #9, CANOGA PARK, CA 91304. This Business is conducted by: an Individual. Signed: Octavio Gomez Alverez, Owner. This statement was filed with the County Clerk of Los Angeles County on 06/21/2017. The registrant(s) has (have) commenced to transact business under the fictitious business name or names listed above on N/A. NOTICE- This Fictitious Name Statement expires five years from the date it was filed in the office of the County Clerk. A new Fictitious Business Name Statement must be filed prior to that date. The filing of this statement does not of itself authorize the use in this state of a Fictitious Business Name in violation of the rights of another under Federal, State, or common law (See section 14411 et seq. Business and Professions Code). (6, 933, 224, 1122)
notice-head: FICTITIOUS BUSINESS NAME STATEMENT FILE NO. 2017-148707 (683, 651, 901, 671)
notice-head: FICTITIOUS BUSINESS NAME STATEMENT FILE NO. 2017159961 (231, 527, 449, 547)
notice-body: The following person(s) is (are) doing business as: GMB CLOTHING 3600 DE SOTO AVE. #10, CANOGA PARK, CA 91304. Full name of registrant(s) is (are) GREGORY RODMAN A. ALONTI 3600 DE SOTO AVE. #10, CANOGA PARK, CA 91304. (1134, 1323, 1352, 1376)
notice-pub: Publish: Mountain Views News Dates Pub: JUN 17, 24, JULY 1, 8, 2017 (457, 621, 675, 642)
legal-notice (231, 68, 449, 278)
notice-body: The following person(s) is (are) doing business as: PRIMAXA CULVER CITY, 200 CORPORATE POINT SUITE 115, CULVER CITY, CA 90230. Full name of registrant(s) is (are) FAXE 200 INC, 200 CORPORATE POINT SUITE 115, CULVER CITY, CA 90230. This Business is conducted by: A CORPORATION. Signed: SARKIS KHACHATRYAN. This statement was filed with the County Clerk of Los Angeles County on 06/02/2017. The registrant(s) has (have) commenced to transact business under the fictitious business name or names listed above on 02/2017. NOTICE- This Fictitious Name Statement expires five years from the date it was filed in the office of the County Clerk. A new Fictitious Business Name Statement must be filed prior to that date. The filing of this statement does not of itself authorize the use in this state of a Fictitious Business Name in violation of the rights of another under Federal, State, or common law (See section 14411 et seq. Business and Professions Code). (909, 411, 1127, 600)
legal-notice (1134, 1303, 1352, 1376)
notice-pub: Publish: ES Mountain Views News June 24, July 1, 8, 15, 2017 (6, 642, 224, 663)
notice-body: expires five years from the date it was filed in the office of the County Clerk. A new Fictitious Business Name Statement must be filed prior to that date. The filing of this statement does not of itself authorize the use in this state of a Fictitious Business Name in violation of the rights of another under Federal, State, or common law (See section 14411 et seq. Business and Professions Code). (457, 68, 675, 141)
notice-body: The following person(s) is (are) doing business as: NORMAL INVESTMENT PROPERTIES, 7009 LASAINE AVENUE, LAKE BALBOA, CA 91406. Full name of registrant(s) is (are) LITTLE GRIFF ASSOCIATION, POST OFFICE BOX 711048, LOS ANGELES, CA 90071; JAMES FORDERHOFT, 7009 LASAINE AVENUE, LAKE BALBOA, CA 91406; THE LITTLE GRIFF COMPANY, 7009 LASAINE AVENUE, LAKE BALBOA, CA 91406. Full name of registrant(s) is (are) LOWELL EDWARD ANDREWS, 6009 LASAINE AVENUE, LAKE BALBOA, CA 91406. This Business is conducted by: an Individual. Signed: Lowell Edward Kooms Sole, Owner. This statement was filed with the County Clerk of Los Angeles County on 6/23/17. The registrant(s) has (have) commenced to transact business under the fictitious business name or names listed above on 5/1975. NOTICE- This Fictitious Name Statement expires five years from the date it was filed in the office of the County Clerk. A new Fictitious Business Name Statement must be filed prior to that date. The filing of this statement does not of itself authorize the use in this state of a Fictitious Business Name in violation of the rights of another under Federal, State, or common law (See section 14411 et seq. Business and Professions Code). (231, 547, 449, 800)
notice-body: Name Statement must be filed prior to that date. The filing of this statement does not of itself authorize the use in this state of a Fictitious Business Name in violation of the rights of another under Federal, State, or common law (See section 14411 et seq. Business and Professions Code). (909, 68, 1127, 120)
legal-notice (6, 400, 224, 664)
notice-pub: Publish: ES Mountain Views News June 24, July 1, 8, 15, 2017 (231, 1301, 449, 1322)
notice-head: FICTITIOUS BUSINESS NAME STATEMENT FILE NO. 2017159909 (231, 1331, 449, 1352)
notice-body: The following person(s) is (are) doing business as: LITTY COMMITTEE, 4100 PARAMOUNT BLVD SPACE 55, PICO RIVERA, CA 90660. Full name of registrant(s) is (are) BRANDON D GONZALEZ, 4100 PARAMOUNT BLVD SPACE 55, PICO RIVERA, CA 90660. This Business is conducted by: an INDIVIDUAL. Signed: BRANDON D GONZALEZ. This statement was filed with the County Clerk of Los Angeles County on 06/05/2017. The registrant(s) has (have) commenced to transact business under the fictitious business name or names listed above on N/A. NOTICE- This Fictitious Name Statement expires five years from the date it was filed in the office of the County Clerk. A new Fictitious Business Name Statement must be filed prior to that date. The filing of this statement does not of itself authorize the use in this state of a Fictitious Business Name in violation of the rights of another under Federal, State, or common law (See section 14411 et seq. Business and Professions Code). (683, 171, 901, 360)
legal-notice (6, 68, 224, 151)
notice-head: FICTITIOUS BUSINESS NAME STATEMENT FILE NO. 2017153137 (1134, 503, 1352, 525)
legal-notice (909, 797, 1127, 934)
legal-notice (1134, 649, 1352, 775)
notice-body: The following person(s) is (are) doing business as: LASHES, DE ANNA, 2113 N. GLENOAKS BLVD, BURBANK, CA 91504; LASHES, 2113 N. GLENOAKS BLVD, BURBANK, CA 91504; A SUPPLY, 2113 N. GLENOAKS BLVD, BURBANK, CA 91504. Full name of registrant(s) is (are) BRANDI SMITH, 7716 LEMP AV., NORTH HOLLYWOOD, CA 91605. This Business is conducted by: an Individual. Signed: Brandi Smith, Owner. This statement was filed with the County Clerk of Los Angeles County on 6/23/17. The registrant(s) has (have) commenced to transact business under the fictitious business name or names listed above on N/A. NOTICE- This Fictitious Name Statement expires five years from the date it was filed in the office of the County Clerk. A new Fictitious Business Name Statement must be filed prior to that date. The filing of this statement does not of itself authorize the use in this state of a Fictitious Business Name in violation of the rights of another under Federal, State, or common law (See section 14411 et seq. Business and Professions Code). (231, 1091, 449, 1301)
notice-head: FICTITIOUS BUSINESS NAME STATEMENT FILE NO. 2017-142335 (457, 2068, 675, 2089)
notice-pub: Publish: ES Mountain Views News June 24, July 1, 8, 15, 2017 (6, 1634, 224, 1655)
legal-notice (683, 902, 901, 1049)
notice-body: The following person(s) is (are) doing business as: CLASSIC CAR WASH 500 S. SAN FERNANDO BLVD, BURBANK, CA 91502. Full name of registrant(s) is (are) ARPINE HUNUTUNYAN 10687 DESMART PL. GRANADA HILLS, CA 91344. This Business is conducted by: AN INDIVIDUAL. Signed: ARPINE HUNUTUNYAN, OWNER. This statement was filed with the County Clerk of Los Angeles County on June 15, 2017. (1134, 390, 1352, 474)
notice-body: The following person(s) is (are) doing business as: EM WHEEL REPAIR, 14909 GAULT ST. APT 11, VAN NUYS, CA 91405. Full name of registrant(s) is (are) ALBA L MONGE PINEDA, 14909 GAULT ST. APT 11, VAN NUYS, CA 91405. This Business is conducted by: an Individual. Signed: Alba L Monge Pineda, Owner. This statement was filed with the County Clerk of Los Angeles County on 06/12/2017. (909, 1233, 1127, 1316)
notice-pub: Publish: Mountain Views News Dates Pub: JUN 17, 24, JULY 1, 8, 2017 (909, 600, 1127, 621)
notice-pub: Publish: Mountain Views News Dates Pub: JUN 17, 24, JULY 1, 8, 2017 (457, 851, 675, 872)
notice-pub: Publish: ES Mountain Views News June 24, July 1, 8, 15, 2017 (231, 257, 449, 278)
notice-body: the County Clerk. A new Fictitious Business Name Statement must be filed prior to that date. The filing of this statement does not of itself authorize the use in this state of a Fictitious Business Name in violation of the rights of another under Federal, State, or common law (See section 14411 et seq. Business and Professions Code). (6, 68, 224, 130)
notice-body: The following person(s) is (are) doing business as: JOFAH 1601 VALLEY VIEW RD. APT 129, GLENDALE, CA 91202. Full name of registrant(s) is (are) JOSEPH PAPAZIAN 1601 VALLEY VIEW RD. APT 129 GLENDALE, CA 91202. This Business is conducted by: AN INDIVIDUAL. Signed: JOSEPH PAPAZIAN, OWNER. This statement was filed with the County Clerk of Los Angeles County on June 13, 2017. (1134, 929, 1352, 1014)
notice-head: FICTITIOUS BUSINESS NAME STATEMENT FILE NO. 2017150675 (909, 1481, 1127, 1502)
notice-head: FICTITIOUS BUSINESS NAME STATEMENT FILE NO. 2017-144979 (683, 901, 901, 922)
notice-pub: Publish: ES Mountain Views News June 24, July 1, 8, 15, 2017 (231, 1040, 449, 1061)
notice-body: The following person(s) is (are) doing business as: WIRELESS PROFESSIONAL SOLUTIONS, 3306 W JEFFERSON BLVD, LOS ANGELES, CA 90018. Full name of registrant(s) is (are) DOMINGO GUTIERREZ, 3306 W JEFFERSON BLVD, LOS ANGELES, CA 90018. This Business is conducted by: an Individual. Signed: Domingo Gutierrez, Owner. This statement was filed with the County Clerk of Los Angeles County on 6/23/17. The registrant(s) has (have) commenced to transact business under the fictitious business name or names listed above on N/A. NOTICE- This Fictitious Name Statement expires five years from the date it was filed in the office of the County Clerk. A new Fictitious Business Name Statement must be filed prior to that date. The filing of this statement does not of itself authorize the use in this state of a Fictitious Business Name in violation of the rights of another under Federal, State, or common law (See section 14411 et seq. Business and Professions Code). (231, 1351, 449, 1541)
notice-pub: Publish: Mountain Views News Dates Pub: JUN 17, 24, JULY 1, 8, 2017 (457, 1769, 675, 1790)
notice-body: The following person(s) is (are) doing business as: JEWELRY 101 N. HILL STREET #302, LOS ANGELES, CA 90014 and HARRY L JEWELRY 27620 APACHE CT., CASTAIC CA 91384. Full name of registrant(s) is (are) NERSES DAGHLIAN 27620 APACHE CT., CASTAIC, CA 91384. This Business is conducted by: AN INDIVIDUAL. Signed: NERSES DAGHLIAN, OWNER. (1134, 1064, 1352, 1138)
legal-notice (1134, 1044, 1352, 1159)
notice-body: The following person(s) is (are) doing business as: EXCLUSIVE RIDE, 10651 RHODESIA AVE, SUNLAND, CA 91040. Full name of registrant(s) is (are) JUAN ESTRADA, 10651 RHODESIA AVE, SUNLAND, CA 91040. This Business is conducted by: a General Partnership. Signed: Juan Estrada, Partner. This statement was filed with the County Clerk of Los Angeles County on 06/13/2017. (909, 1368, 1127, 1451)
notice-body: The following person(s) is (are) doing business as: TOCALPLAN, 6236 FOUNTAIN AVE, HOLLYWOOD, CA 90028. Full name of registrant(s) is (are) CHICAGOS, LLC, 6236 FOUNTAIN AVE UNIT 1, WEST HOLLYWOOD, CA 90046. This Business is conducted by: a Limited Liability Company. Signed: Chicagos, LLC, Kristi Thompson, Manager. This statement was filed with the County Clerk of Los Angeles County on 06/20/2017. The registrant(s) has (have) commenced to transact business under the fictitious business name or names listed above on N/A. NOTICE- This Fictitious Name Statement expires five years from the date it was filed in the office of the County Clerk. A new Fictitious Business Name Statement must be filed prior to that date. The filing of this statement does not of itself authorize the use in this state of a Fictitious Business Name in violation of the rights of another under Federal, State, or common law (See section 14411 et seq. Business and Professions Code). (6, 1925, 224, 2114)
notice-body: The following person(s) is (are) doing business as: TO Z ELECTRICAL AND CONSTRUCTION CO. 6717 WHITSETT AVE., NORTH HOLLYWOOD, CA 91606. Full name of registrant(s) is (are) VELAVI LEVY 909 HEVERT BLVD, UNIT 85 LOS ANGELES, CA 90049. This Business is conducted by: AN INDIVIDUAL. Signed: SILOMO LEVY, OWNER. This statement was filed with the County Clerk of Los Angeles County on June 15, 2017. (1134, 669, 1352, 754)
notice-body: KESTER AVENUE SUITE 261, VAN NUYS, CA 91405; MARQUISE PROPERTY MANAGEMENT, 6710 KESTER AVENUE SUITE 261, VAN NUYS, CA 91405. Full name of registrant(s) is (are) ANGELICA AVALO, 6710 KESTER AVENUE SUITE 261, VAN NUYS, CA 91406. This Business is conducted by: an Individual. Signed: Angelica Avalo, Owner. This statement was filed with the County Clerk of Los Angeles County on 6/19/17. The registrant(s) has (have) commenced to transact business under the fictitious business name or names listed above on 12/2006. NOTICE- This Fictitious Name Statement expires five years from the date it was filed in the office of the County Clerk. A new Fictitious Business Name Statement must be filed prior to that date. The filing of this statement does not of itself authorize the use in this state of a Fictitious Business Name in violation of the rights of another under Federal, State, or common law (See section 14411 et seq. Business and Professions Code). (231, 68, 449, 257)
notice-pub: Publish: ES Mountain Views News June 24, July 1, 8, 15, 2017 (231, 1781, 449, 1803)
notice-body: The following person(s) is (are) doing business as: A & A AUTO SALES, 2116 W. EL SEGUNDO BLVD # 5, GARDENA, CA 90249. Full name of registrant(s) is (are) ARMANDO SERGIO SOLIS, 2116 W. EL SEGUNDO BLVD # 5, GARDENA, CA 90249. This Business is conducted by: an Individual. Signed: Armando Sergio Solis, Owner. This statement was filed with the County Clerk of Los Angeles County on 06/06/2017. The registrant(s) has (have) commenced to transact business under the fictitious business name or names listed above on N/A. NOTICE- This Fictitious Name Statement expires five years from the date it was filed in the office of the County Clerk. A new Fictitious Business Name Statement must be filed prior to that date. The filing of this statement does not of itself authorize the use in this state of a Fictitious Business Name in violation of the rights of another under Federal, State, or common law (See section 14411 et seq. Business and Professions Code). (231, 1831, 449, 2021)
notice-pub: Publish: ES Mountain Views News June 24, July 1, 8, 15, 2017 (6, 1874, 224, 1895)
legal-notice (1134, 503, 1352, 640)
notice-body: The following person(s) is (are) doing business as: SERGIO PRINTING AND GENERAL SERVICES, 18036 SCHOENBORN ST #5, NORTHRIDGE CA 91325. Full name of registrant(s) is (are) SERGIO ROLANDO NAVA, 18036 SCHOENBORN ST #5, NORTHRIDGE CA 91325. This Business is conducted by: an Individual. Signed: Sergio Nava, Owner. This statement was filed with the County Clerk of Los Angeles County on 06/23/2017. The registrant(s) has (have) commenced to transact business under the fictitious business name or names listed above on N/A. NOTICE- This Fictitious Name Statement expires five years from the date it was filed in the office of the County Clerk. A new Fictitious Business Name Statement must be filed prior to that date. The filing of this statement does not of itself authorize the use in this state of a Fictitious Business Name in violation of the rights of another under Federal, State, or common law (See section 14411 et seq. Business and Professions Code). (6, 1445, 224, 1634)
legal-notice (231, 1331, 449, 1562)
legal-notice (457, 171, 675, 402)
notice-head: FICTITIOUS BUSINESS NAME STATEMENT FILE NO. 2017158768 (6, 1904, 224, 1925)
legal-notice (6, 1424, 224, 1655)
notice-column (1134, 68, 1352, 2546)
notice-pub: Publish: Mountain Views News Dates Pub: JUN 17, 24, JULY 1, 8, 2017 (457, 1904, 675, 1925)
notice-column (457, 68, 675, 2546)
notice-head: FICTITIOUS BUSINESS NAME STATEMENT FILE NO. 2017155816 (6, 160, 224, 181)
footer-contact: Email: editor@mtnviewsnews.com Website: www.mtnviewsnews.com (858, 2554, 1294, 2570)
notice-body: The following person(s) is (are) doing business as: SPANIBUS, 17326 SATICOY ST, VAN NUYS, CA 91406. Full name of registrant(s) is (are) JONATHON BARRAZA, 17326 SATICOY ST, VAN NUYS, CA 91406. (909, 1626, 1127, 1668)
notice-head: FICTITIOUS BUSINESS NAME STATEMENT FILE NO. 2017-145903 (683, 1473, 901, 1493)
notice-pub: Publish: ES Mountain Views News June 17, 24, July 1, 8, 2017 (1134, 339, 1352, 360)
notice-pub: Publish: Mountain Views News Dates Pub: JUN 17, 24, JULY 1, 8, 2017 (683, 1173, 901, 1194)
legal-notice (231, 829, 449, 1061)
notice-pub: Publish: ES Mountain Views News June 17, 24, July 1, 8, 2017 (909, 1451, 1127, 1473)
notice-head: FICTITIOUS BUSINESS NAME STATEMENT FILE NO. 2017-146618 (683, 1348, 901, 1369)
notice-pub: Publish: ES Mountain Views News June 17, 24, July 1, 8, 2017 (1134, 619, 1352, 640)
legal-notice (6, 1664, 224, 1895)
notice-body: The following person(s) is (are) doing business as: HEART OF LENDING, 2445 HONOLULU AVE., MONTROSE, CA 91020. Full name of registrant(s) is (are) YOUR LEGACY FINANCIAL INC, 2445 HONOLULU AVE., MONTROSE, CA 91020. This Business is conducted by: a Corporation. Signed: Your Legacy Financial Inc, Chooling Susan Avakian, President. This statement was filed with the County Clerk of Los Angeles County on 6/20/17. The registrant(s) has (have) commenced to transact business under the fictitious business name or names listed above on 6/20/16. NOTICE- This Fictitious Name Statement expires five years from the date it was filed in the office of the County Clerk. A new Fictitious Business Name Statement must be filed prior to that date. The filing of this statement does not of itself authorize the use in this state of a Fictitious Business Name in violation of the rights of another under Federal, State, or common law (See section 14411 et seq. Business and Professions Code). (6, 1685, 224, 1874)
notice-body: The following person has abandoned the use of the fictitious business name: RH CONTRACTING, INC., 10709 FOREST ST, SANTA FE SPRINGS, CA 90670. The fictitious business name referred to above was filed on 05/05/2017 in the County of Los Angeles. Original File No. 2017111692. The business was conducted by: A CORPORATION. Signed: RIH CONTRACTING, INC. (909, 973, 1127, 1046)
notice-pub: Publish: Mountain Views News Dates Pub: JUN 17, 24, JULY 1, 8, 2017 (683, 1027, 901, 1048)
notice-head: FICTITIOUS BUSINESS NAME STATEMENT FILE NO. 2017161013 (231, 1070, 449, 1091)
notice-head: FICTITIOUS BUSINESS NAME STATEMENT FILE NO. 2017160000 (231, 1571, 449, 1591)
notice-pub: Publish: Mountain Views News Dates Pub: JUN 17, 24, JULY 1, 8, 2017 (457, 381, 675, 402)
legal-notice (231, 1811, 449, 2043)
notice-column (6, 68, 224, 2546)
notice-head: FICTITIOUS BUSINESS NAME STATEMENT FILE NO. 2017153313 (1134, 1302, 1352, 1323)
legal-notice (909, 1606, 1127, 1668)
notice-head: FICTITIOUS BUSINESS NAME STATEMENT FILE NO. 2017-148846 (457, 1141, 675, 1162)
